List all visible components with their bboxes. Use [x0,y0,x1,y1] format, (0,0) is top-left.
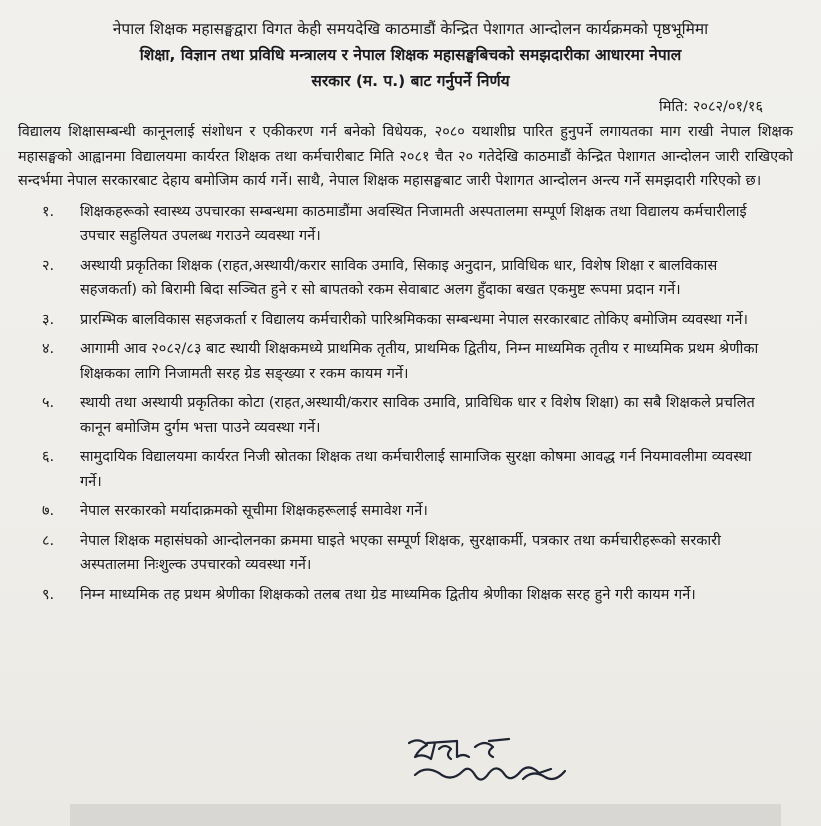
document-date: मिति: २०८२/०१/१६ [658,99,763,115]
heading-line-3: सरकार (म. प.) बाट गर्नुपर्ने निर्णय [311,72,510,90]
page-edge-shadow [70,804,781,826]
document-heading [18,16,803,94]
list-item [18,200,803,249]
item-text: नेपाल शिक्षक महासंघको आन्दोलनका क्रममा घाइते भएका सम्पूर्ण शिक्षक, सुरक्षाकर्मी, पत्रकार तथा कर्मचारीहरूको सरकारी अस्पतालमा निःशुल्क उपचारको व्यवस्था गर्ने। [80,532,721,573]
intro-paragraph: विद्यालय शिक्षासम्बन्धी कानूनलाई संशोधन र एकीकरण गर्न बनेको विधेयक, २०८० यथाशीघ्र पारित हुनुपर्ने लगायतका माग राखी नेपाल शिक्षक महासङ्घको आह्वानमा विद्यालयमा कार्यरत शिक्षक तथा कर्मचारीबाट मिति २०८१ चैत २० गतेदेखि काठमाडौं केन्द्रित पेशागत आन्दोलन जारी राखिएको सन्दर्भमा नेपाल सरकारबाट देहाय बमोजिम कार्य गर्ने। साथै, नेपाल शिक्षक महासङ्घबाट जारी पेशागत आन्दोलन अन्त्य गर्ने समझदारी गरिएको छ। [18,124,793,189]
list-item [18,583,803,608]
list-item [18,529,803,578]
signature-strokes [409,739,565,780]
list-item [18,337,803,386]
list-item [18,445,803,494]
item-text: अस्थायी प्रकृतिका शिक्षक (राहत,अस्थायी/करार साविक उमावि, सिकाइ अनुदान, प्राविधिक धार, विशेष शिक्षा र बालविकास सहजकर्ता) को बिरामी बिदा सञ्चित हुने र सो बापतको रकम सेवाबाट अलग हुँदाका बखत एकमुष्ट रूपमा प्रदान गर्ने। [80,257,718,298]
item-number: १. [42,203,55,220]
item-number: ३. [42,311,55,328]
item-text: निम्न माध्यमिक तह प्रथम श्रेणीका शिक्षकको तलब तथा ग्रेड माध्यमिक द्वितीय श्रेणीका शिक्षक सरह हुने गरी कायम गर्ने। [80,586,696,603]
item-number: ७. [42,503,55,519]
heading-line-2: शिक्षा, विज्ञान तथा प्रविधि मन्त्रालय र नेपाल शिक्षक महासङ्घबिचको समझदारीका आधारमा नेपाल [139,46,682,64]
item-number: ५. [42,395,55,411]
item-text: स्थायी तथा अस्थायी प्रकृतिका कोटा (राहत,अस्थायी/करार साविक उमावि, प्राविधिक धार र विशेष शिक्षा) का सबै शिक्षकले प्रचलित कानून बमोजिम दुर्गम भत्ता पाउने व्यवस्था गर्ने। [80,395,755,436]
list-item [18,254,803,303]
item-text: सामुदायिक विद्यालयमा कार्यरत निजी स्रोतका शिक्षक तथा कर्मचारीलाई सामाजिक सुरक्षा कोषमा आवद्ध गर्न नियमावलीमा व्यवस्था गर्ने। [80,449,752,490]
item-number: ६. [42,449,55,465]
item-text: आगामी आव २०८२/८३ बाट स्थायी शिक्षकमध्ये प्राथमिक तृतीय, प्राथमिक द्वितीय, निम्न माध्यमिक तृतीय र माध्यमिक प्रथम श्रेणीका शिक्षकका लागि निजामती सरह ग्रेड सङ्ख्या र रकम कायम गर्ने। [80,341,759,382]
item-number: ४. [42,341,55,357]
item-text: नेपाल सरकारको मर्यादाक्रमको सूचीमा शिक्षकहरूलाई समावेश गर्ने। [80,503,428,519]
item-number: ८. [42,532,55,549]
decision-list [18,200,803,608]
item-text: शिक्षकहरूको स्वास्थ्य उपचारका सम्बन्धमा काठमाडौंमा अवस्थित निजामती अस्पतालमा सम्पूर्ण शिक्षक तथा विद्यालय कर्मचारीलाई उपचार सहुलियत उपलब्ध गराउने व्यवस्था गर्ने। [80,203,747,244]
heading-line-1: नेपाल शिक्षक महासङ्घद्वारा विगत केही समयदेखि काठमाडौं केन्द्रित पेशागत आन्दोलन कार्यक्रमको पृष्ठभूमिमा [112,20,709,38]
item-text: प्रारम्भिक बालविकास सहजकर्ता र विद्यालय कर्मचारीको पारिश्रमिकका सम्बन्धमा नेपाल सरकारबाट तोकिए बमोजिम व्यवस्था गर्ने। [80,311,748,328]
list-item [18,391,803,440]
handwritten-signature [405,735,585,795]
item-number: ९. [42,586,55,603]
item-number: २. [42,257,55,274]
list-item [18,308,803,333]
list-item [18,499,803,524]
